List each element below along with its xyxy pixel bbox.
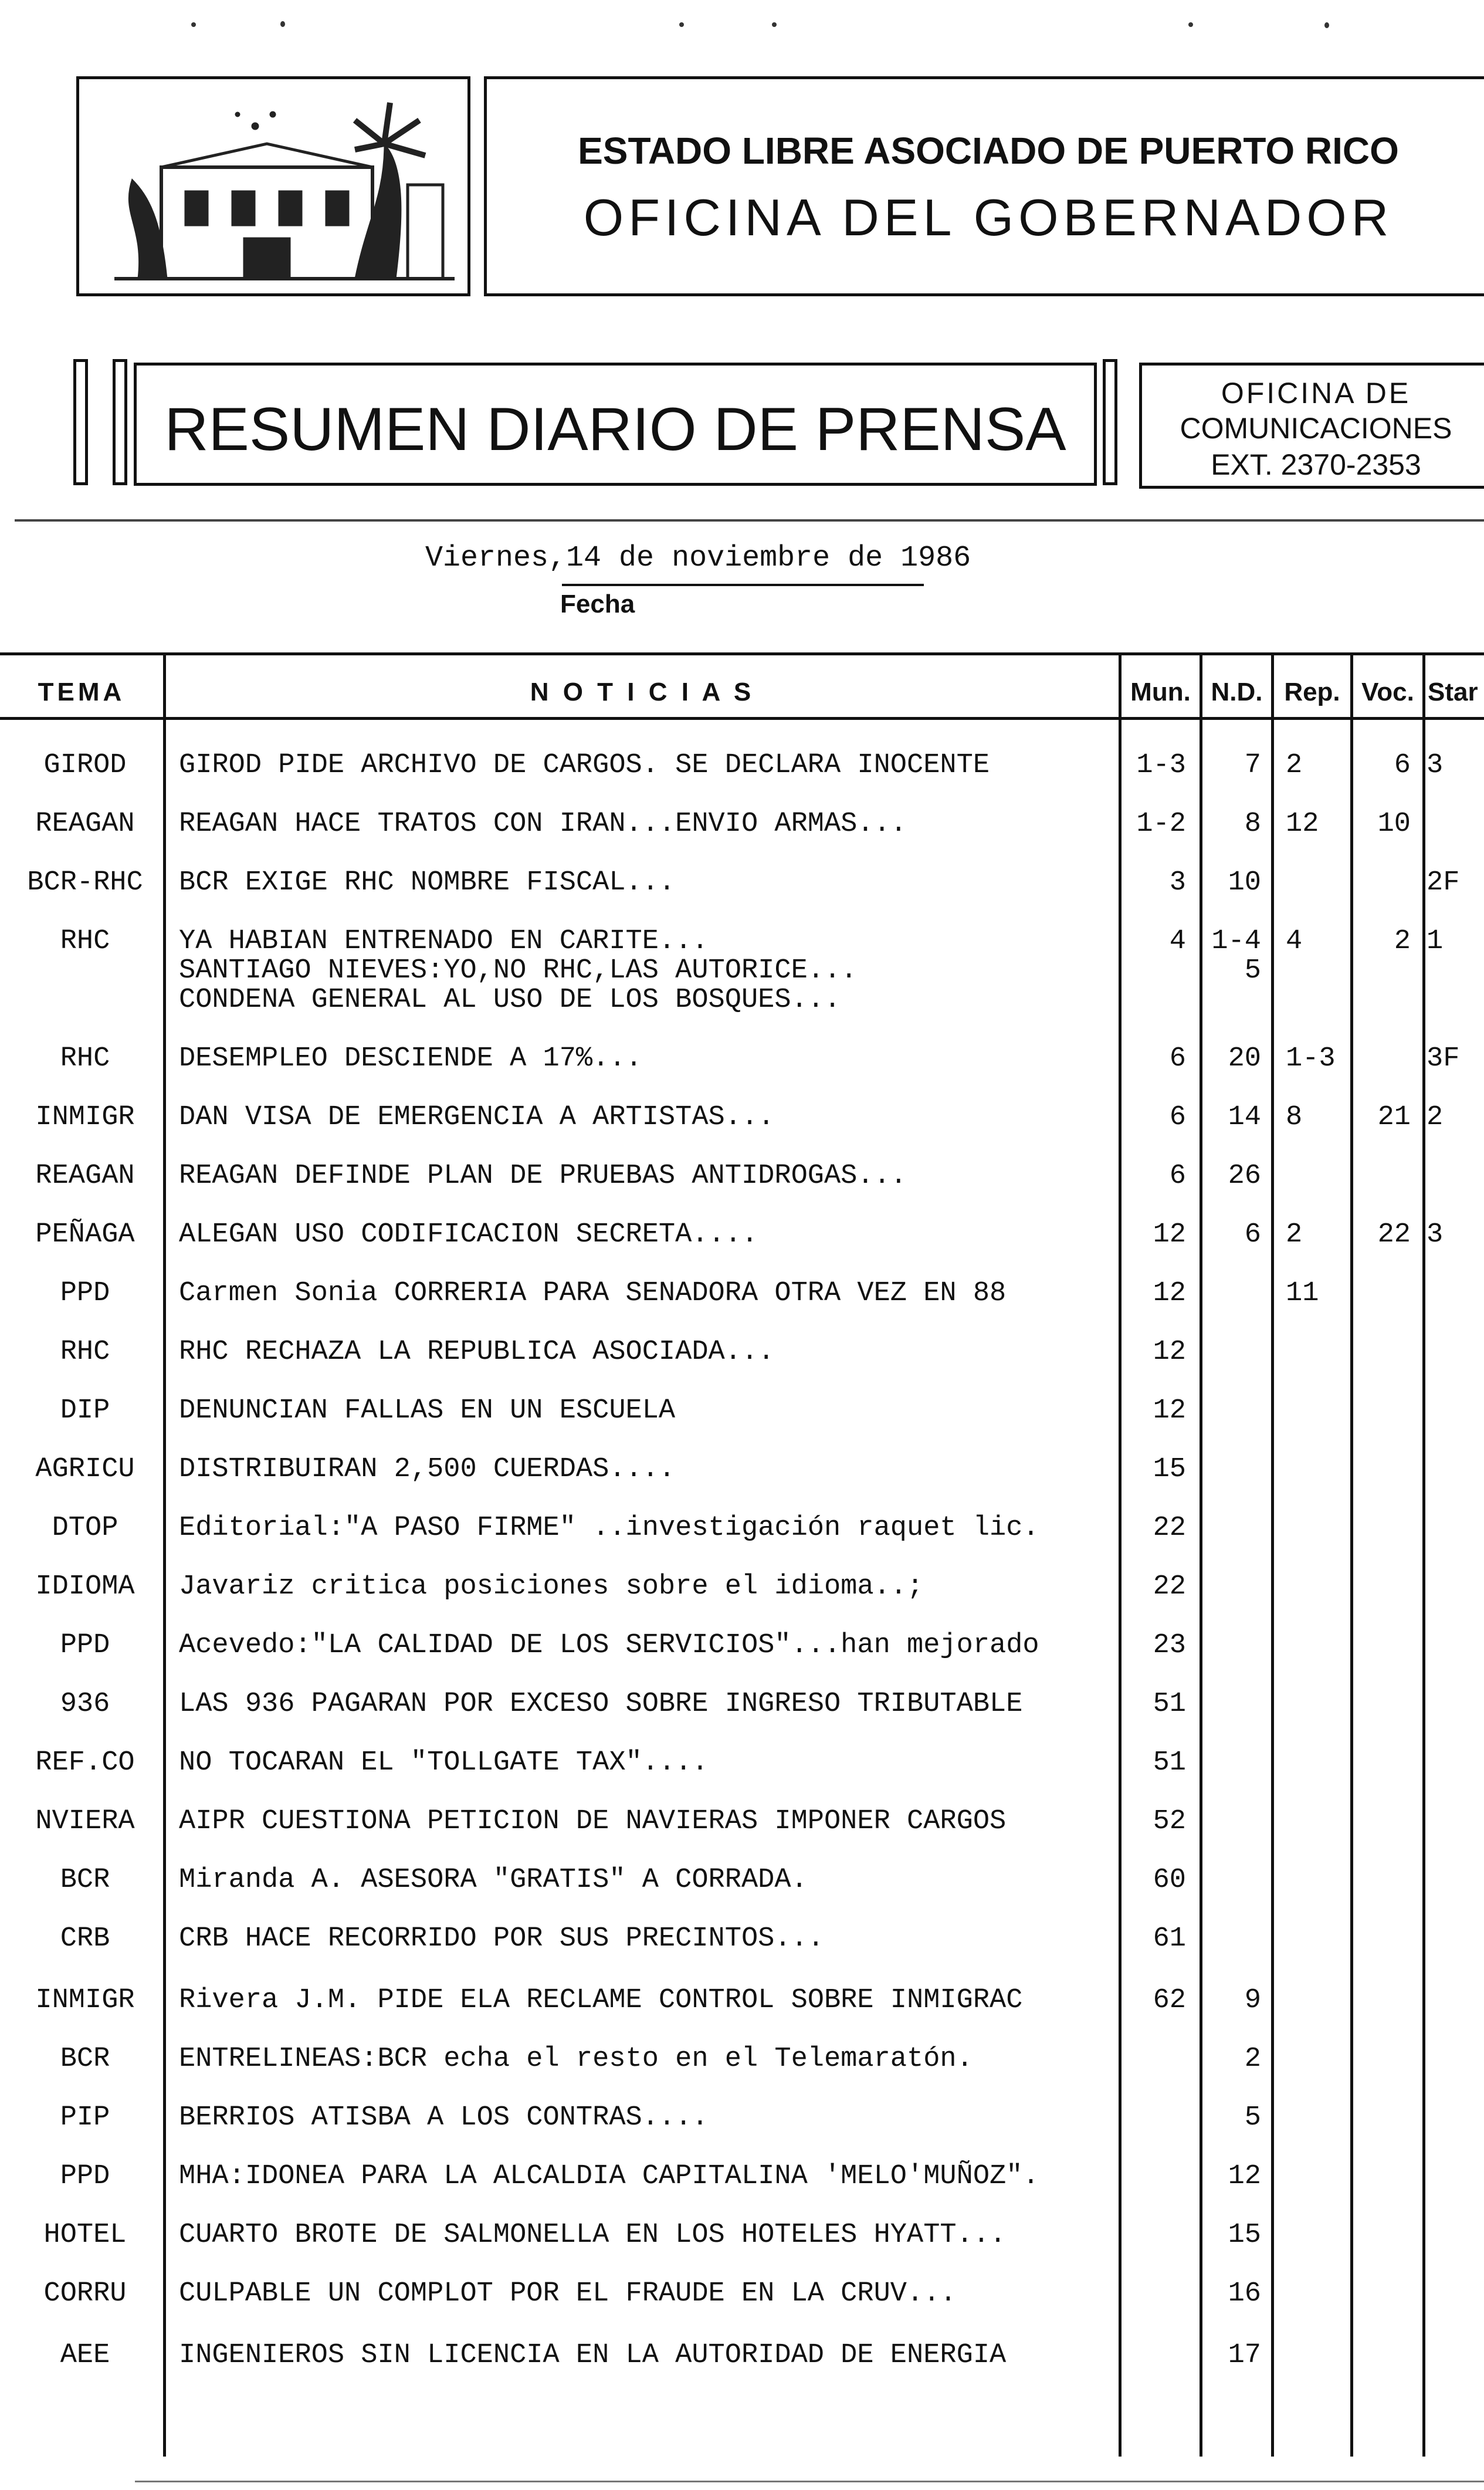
row-nd-page: 10 [1228,867,1261,898]
row-star-page: 3 [1427,750,1444,781]
row-noticia: MHA:IDONEA PARA LA ALCALDIA CAPITALINA 'MELO'MUÑOZ". [179,2161,1039,2192]
row-tema: RHC [60,1337,110,1368]
row-mun-page: 3 [1169,867,1186,898]
seal-logo-box [76,76,470,296]
row-nd-page: 5 [1244,955,1261,986]
agency-header-box [484,76,1484,296]
row-mun-page: 12 [1153,1278,1186,1309]
row-mun-page: 61 [1153,1923,1186,1954]
row-tema: INMIGR [35,1102,135,1133]
row-noticia: Miranda A. ASESORA "GRATIS" A CORRADA. [179,1865,808,1896]
banner-bar [1103,359,1106,485]
row-noticia: SANTIAGO NIEVES:YO,NO RHC,LAS AUTORICE... [179,955,858,986]
col-header-nd: N.D. [1211,678,1263,706]
column-divider [163,652,166,2457]
office-extension: EXT. 2370-2353 [1211,448,1421,481]
agency-line-1: ESTADO LIBRE ASOCIADO DE PUERTO RICO [578,130,1399,172]
row-tema: CRB [60,1923,110,1954]
office-line-1: OFICINA DE [1221,377,1411,410]
row-nd-page: 5 [1244,2102,1261,2133]
office-box [1139,363,1484,489]
row-mun-page: 6 [1169,1043,1186,1074]
row-noticia: Rivera J.M. PIDE ELA RECLAME CONTROL SOBRE INMIGRAC [179,1985,1023,2016]
row-rep-page: 2 [1286,750,1303,781]
row-tema: NVIERA [35,1806,135,1837]
banner-bar [113,359,116,485]
scan-speck [679,22,684,27]
row-nd-page: 8 [1244,808,1261,840]
row-rep-page: 1-3 [1286,1043,1336,1074]
table-header-rule [0,717,1484,720]
row-mun-page: 4 [1169,926,1186,957]
row-noticia: BERRIOS ATISBA A LOS CONTRAS.... [179,2102,709,2133]
row-noticia: CULPABLE UN COMPLOT POR EL FRAUDE EN LA CRUV... [179,2278,957,2309]
row-noticia: BCR EXIGE RHC NOMBRE FISCAL... [179,867,676,898]
row-tema: DTOP [52,1513,118,1544]
row-voc-page: 22 [1377,1219,1411,1250]
row-mun-page: 6 [1169,1161,1186,1192]
row-noticia: ENTRELINEAS:BCR echa el resto en el Telemaratón. [179,2044,973,2075]
row-noticia: DAN VISA DE EMERGENCIA A ARTISTAS... [179,1102,775,1133]
row-tema: BCR [60,1865,110,1896]
scan-speck [1324,22,1329,28]
banner-bar [124,359,127,485]
row-rep-page: 8 [1286,1102,1303,1133]
row-star-page: 2 [1427,1102,1444,1133]
row-noticia: DESEMPLEO DESCIENDE A 17%... [179,1043,642,1074]
row-tema: BCR-RHC [27,867,143,898]
banner-bar [73,359,88,362]
row-mun-page: 12 [1153,1219,1186,1250]
row-mun-page: 51 [1153,1689,1186,1720]
row-tema: PEÑAGA [35,1219,135,1250]
row-nd-page: 12 [1228,2161,1261,2192]
row-mun-page: 51 [1153,1747,1186,1778]
row-star-page: 3 [1427,1219,1444,1250]
row-mun-page: 23 [1153,1630,1186,1661]
row-tema: REF.CO [35,1747,135,1778]
banner-bar [113,482,127,485]
row-tema: AGRICU [35,1454,135,1485]
row-noticia: REAGAN DEFINDE PLAN DE PRUEBAS ANTIDROGAS... [179,1161,907,1192]
row-noticia: Editorial:"A PASO FIRME" ..investigación raquet lic. [179,1513,1039,1544]
column-divider [1271,652,1274,2457]
row-noticia: Acevedo:"LA CALIDAD DE LOS SERVICIOS"...han mejorado [179,1630,1039,1661]
row-noticia: DENUNCIAN FALLAS EN UN ESCUELA [179,1395,676,1426]
row-tema: DIP [60,1395,110,1426]
row-rep-page: 2 [1286,1219,1303,1250]
col-header-mun: Mun. [1130,678,1191,706]
row-star-page: 1 [1427,926,1444,957]
col-header-rep: Rep. [1284,678,1340,706]
row-tema: BCR [60,2044,110,2075]
row-nd-page: 9 [1244,1985,1261,2016]
scan-speck [772,22,777,27]
row-mun-page: 1-2 [1136,808,1186,840]
row-voc-page: 2 [1394,926,1411,957]
row-mun-page: 22 [1153,1571,1186,1602]
row-noticia: RHC RECHAZA LA REPUBLICA ASOCIADA... [179,1337,775,1368]
row-nd-page: 26 [1228,1161,1261,1192]
office-line-2: COMUNICACIONES [1180,412,1452,445]
date-value: Viernes,14 de noviembre de 1986 [425,542,971,575]
row-tema: INMIGR [35,1985,135,2016]
row-noticia: LAS 936 PAGARAN POR EXCESO SOBRE INGRESO TRIBUTABLE [179,1689,1023,1720]
row-noticia: CONDENA GENERAL AL USO DE LOS BOSQUES... [179,985,841,1016]
row-nd-page: 20 [1228,1043,1261,1074]
row-nd-page: 7 [1244,750,1261,781]
row-tema: PIP [60,2102,110,2133]
col-header-star: Star [1428,678,1478,706]
row-mun-page: 1-3 [1136,750,1186,781]
row-mun-page: 6 [1169,1102,1186,1133]
row-tema: GIROD [43,750,127,781]
row-tema: IDIOMA [35,1571,135,1602]
col-header-voc: Voc. [1361,678,1414,706]
banner-title-box [134,363,1097,486]
row-tema: CORRU [43,2278,127,2309]
col-header-tema: TEMA [38,678,126,706]
banner-bar [73,359,76,485]
banner-bar [1103,359,1117,362]
row-nd-page: 14 [1228,1102,1261,1133]
row-tema: REAGAN [35,1161,135,1192]
row-rep-page: 12 [1286,808,1319,840]
date-underline [562,584,924,586]
banner-bar [73,482,88,485]
banner-bar [85,359,88,485]
row-noticia: YA HABIAN ENTRENADO EN CARITE... [179,926,709,957]
row-rep-page: 11 [1286,1278,1319,1309]
row-nd-page: 6 [1244,1219,1261,1250]
row-rep-page: 4 [1286,926,1303,957]
header-divider [15,519,1484,522]
row-tema: HOTEL [43,2220,127,2251]
banner-bar [113,359,127,362]
row-voc-page: 10 [1377,808,1411,840]
col-header-noticias: N O T I C I A S [530,678,755,706]
table-top-rule [0,652,1484,655]
row-tema: AEE [60,2340,110,2371]
scan-speck [1188,22,1193,27]
date-label: Fecha [560,590,635,618]
row-noticia: NO TOCARAN EL "TOLLGATE TAX".... [179,1747,709,1778]
row-tema: RHC [60,1043,110,1074]
row-nd-page: 17 [1228,2340,1261,2371]
row-nd-page: 1-4 [1211,926,1261,957]
column-divider [1119,652,1122,2457]
row-noticia: CRB HACE RECORRIDO POR SUS PRECINTOS... [179,1923,824,1954]
banner-bar [1103,482,1117,485]
row-noticia: ALEGAN USO CODIFICACION SECRETA.... [179,1219,758,1250]
fortaleza-building-icon [79,79,467,293]
row-tema: PPD [60,1278,110,1309]
row-noticia: Carmen Sonia CORRERIA PARA SENADORA OTRA VEZ EN 88 [179,1278,1007,1309]
row-mun-page: 62 [1153,1985,1186,2016]
row-star-page: 3F [1427,1043,1460,1074]
row-noticia: Javariz critica posiciones sobre el idioma..; [179,1571,924,1602]
row-noticia: AIPR CUESTIONA PETICION DE NAVIERAS IMPONER CARGOS [179,1806,1007,1837]
scan-speck [191,22,196,27]
row-tema: PPD [60,2161,110,2192]
row-noticia: REAGAN HACE TRATOS CON IRAN...ENVIO ARMAS... [179,808,907,840]
row-mun-page: 60 [1153,1865,1186,1896]
row-tema: 936 [60,1689,110,1720]
banner-title: RESUMEN DIARIO DE PRENSA [164,395,1066,464]
row-noticia: DISTRIBUIRAN 2,500 CUERDAS.... [179,1454,676,1485]
row-nd-page: 15 [1228,2220,1261,2251]
agency-line-2: OFICINA DEL GOBERNADOR [583,188,1394,246]
scan-speck [280,21,285,27]
row-mun-page: 12 [1153,1337,1186,1368]
row-noticia: INGENIEROS SIN LICENCIA EN LA AUTORIDAD DE ENERGIA [179,2340,1007,2371]
row-mun-page: 15 [1153,1454,1186,1485]
row-nd-page: 2 [1244,2044,1261,2075]
row-mun-page: 52 [1153,1806,1186,1837]
row-nd-page: 16 [1228,2278,1261,2309]
row-noticia: CUARTO BROTE DE SALMONELLA EN LOS HOTELES HYATT... [179,2220,1007,2251]
row-voc-page: 21 [1377,1102,1411,1133]
row-tema: RHC [60,926,110,957]
row-tema: PPD [60,1630,110,1661]
row-voc-page: 6 [1394,750,1411,781]
row-star-page: 2F [1427,867,1460,898]
banner-bar [1114,359,1117,485]
row-mun-page: 22 [1153,1513,1186,1544]
row-mun-page: 12 [1153,1395,1186,1426]
row-noticia: GIROD PIDE ARCHIVO DE CARGOS. SE DECLARA INOCENTE [179,750,990,781]
bottom-rule [135,2481,1484,2482]
row-tema: REAGAN [35,808,135,840]
column-divider [1350,652,1353,2457]
column-divider [1422,652,1425,2457]
